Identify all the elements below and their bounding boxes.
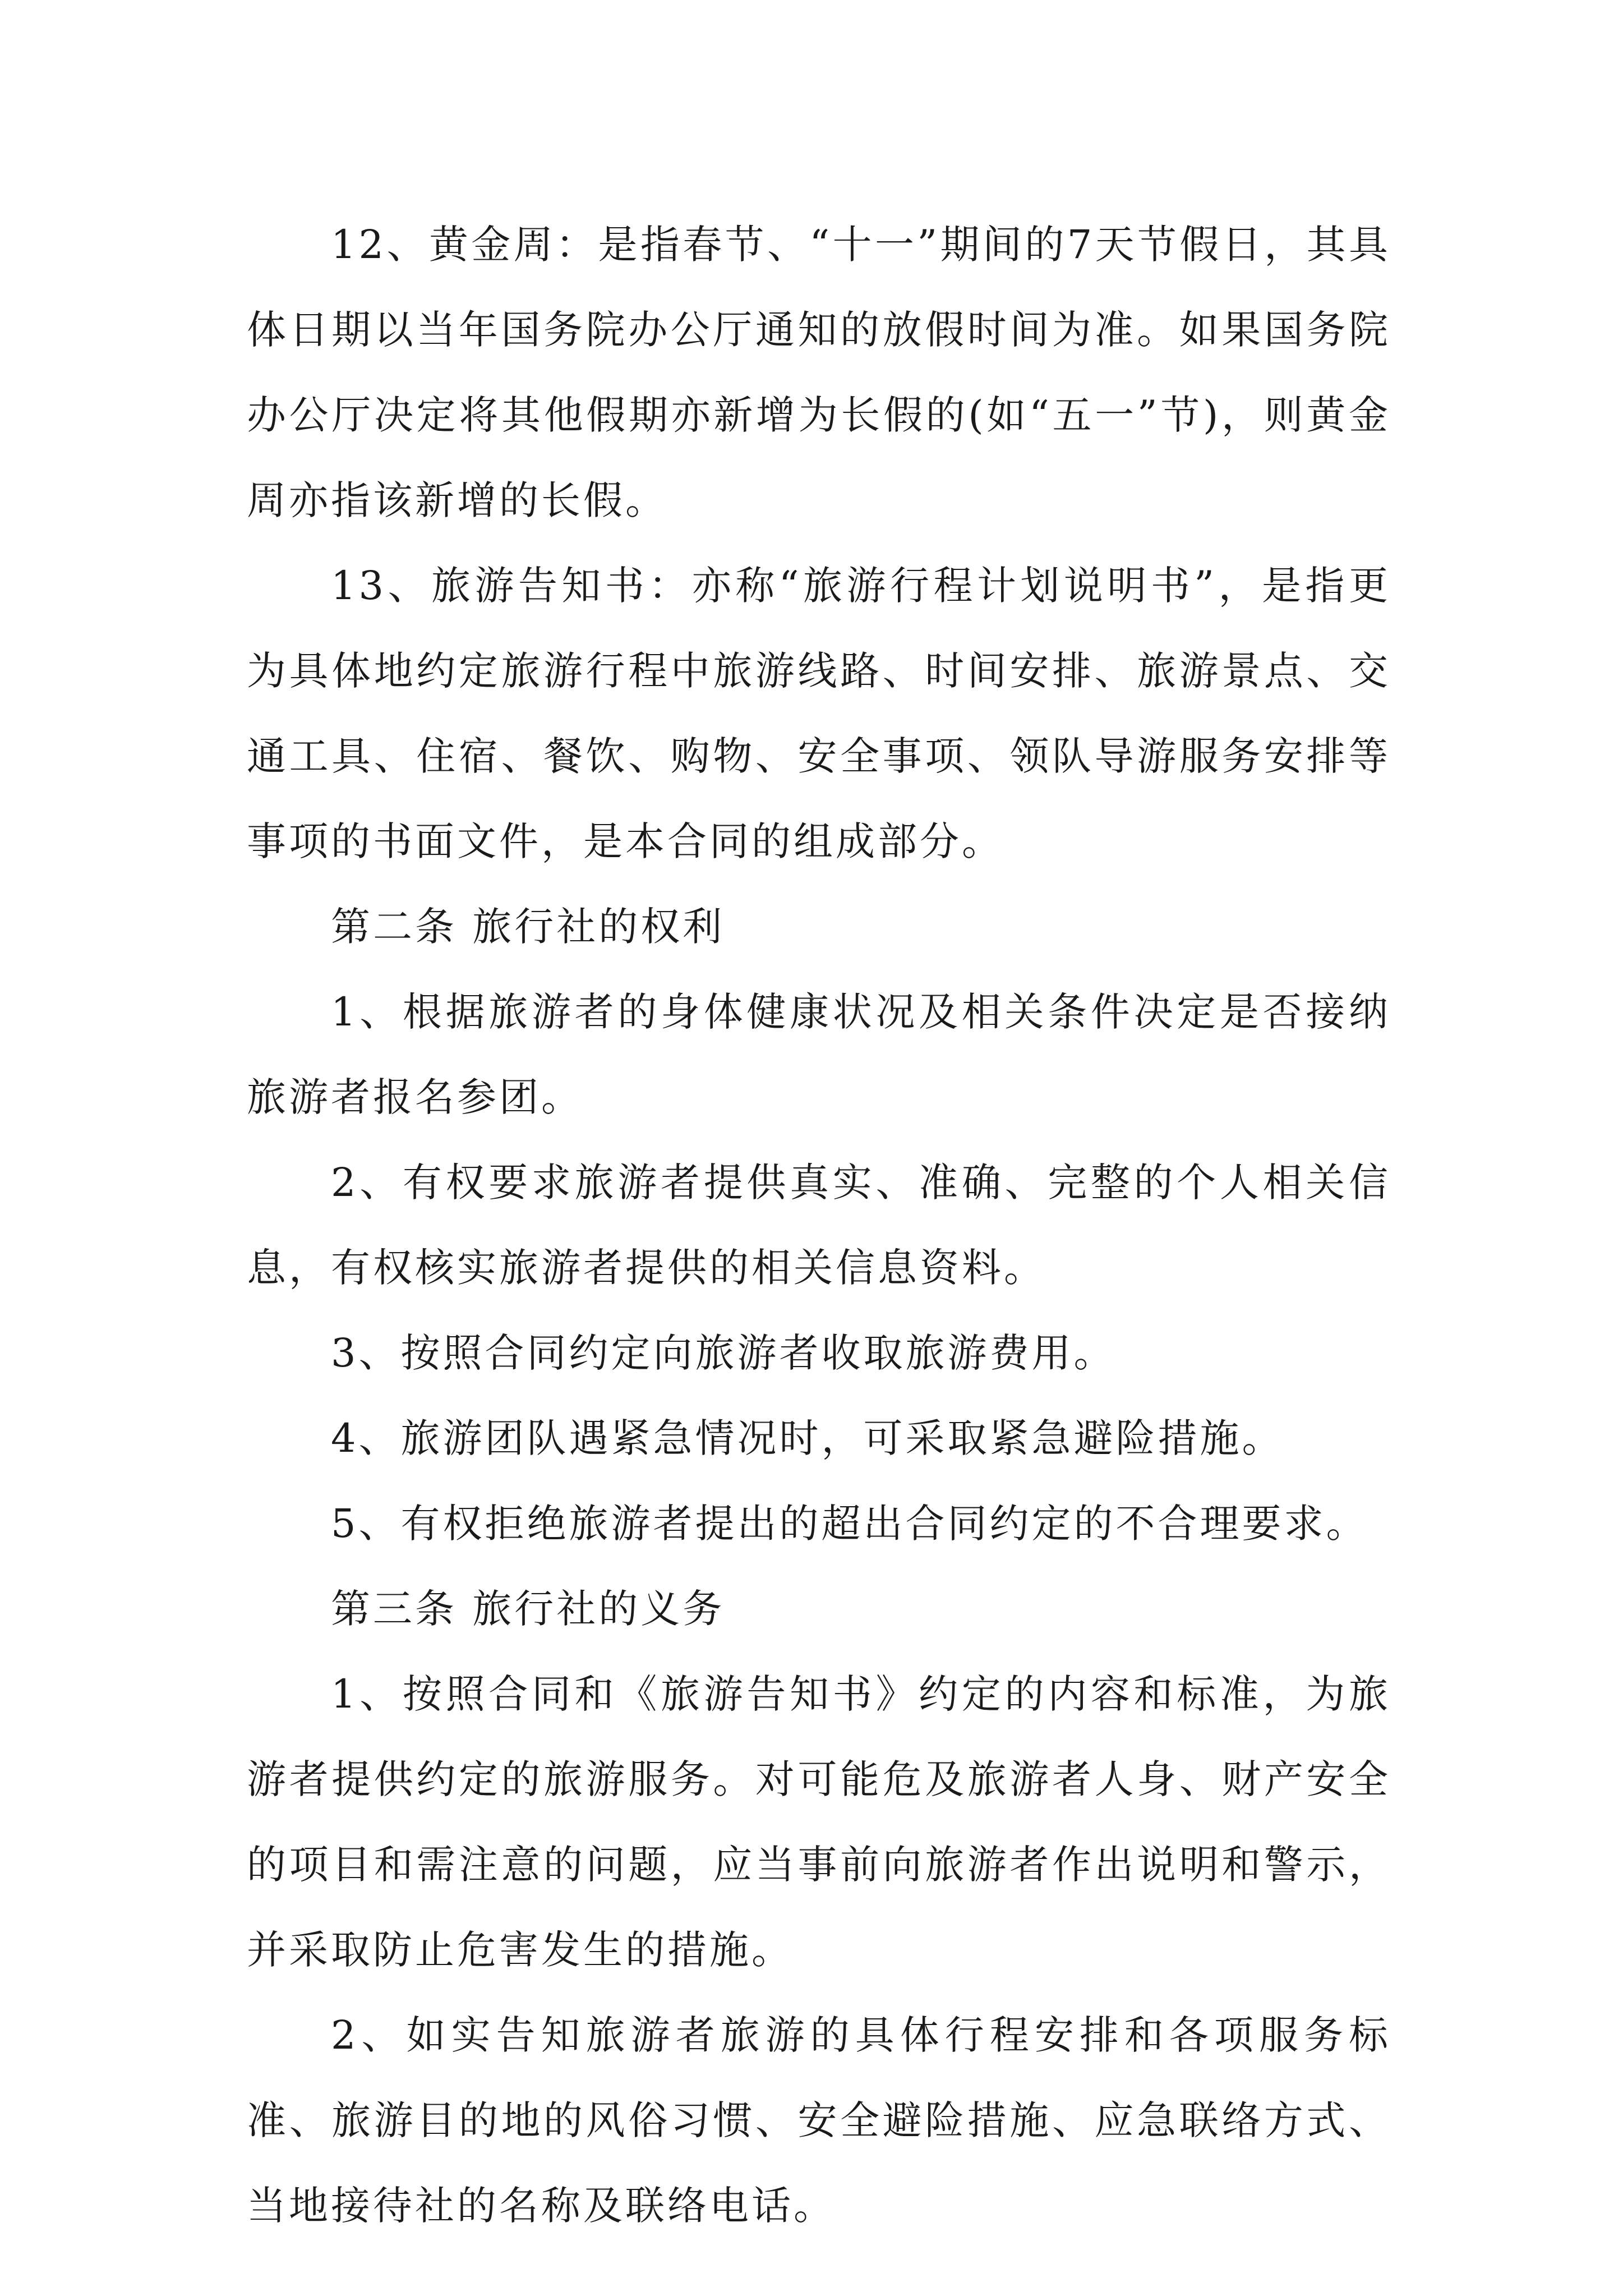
paragraph-item-13-travel-notice: 13、旅游告知书：亦称“旅游行程计划说明书”，是指更为具体地约定旅游行程中旅游线路、时间安排、旅游景点、交通工具、住宿、餐饮、购物、安全事项、领队导游服务安排等事项的书面文件，是本合同的组成部分。 [247, 563, 1391, 864]
section-heading-article-3: 第三条 旅行社的义务 [331, 1586, 725, 1632]
paragraph-item-12-golden-week: 12、黄金周：是指春节、“十一”期间的7天节假日，其具体日期以当年国务院办公厅通知的放假时间为准。如果国务院办公厅决定将其他假期亦新增为长假的(如“五一”节)，则黄金周亦指该新增的长假。 [247, 222, 1391, 523]
document-body [247, 202, 1391, 2248]
paragraph-right-3: 3、按照合同约定向旅游者收取旅游费用。 [331, 1330, 1116, 1376]
paragraph-right-1: 1、根据旅游者的身体健康状况及相关条件决定是否接纳旅游者报名参团。 [247, 989, 1391, 1120]
paragraph-duty-1: 1、按照合同和《旅游告知书》约定的内容和标准，为旅游者提供约定的旅游服务。对可能危及旅游者人身、财产安全的项目和需注意的问题，应当事前向旅游者作出说明和警示，并采取防止危害发生的措施。 [247, 1671, 1391, 1973]
section-heading-article-2: 第二条 旅行社的权利 [331, 904, 725, 950]
paragraph-right-5: 5、有权拒绝旅游者提出的超出合同约定的不合理要求。 [331, 1501, 1368, 1547]
paragraph-right-4: 4、旅游团队遇紧急情况时，可采取紧急避险措施。 [331, 1415, 1284, 1461]
paragraph-right-2: 2、有权要求旅游者提供真实、准确、完整的个人相关信息，有权核实旅游者提供的相关信息资料。 [247, 1159, 1391, 1291]
paragraph-duty-2: 2、如实告知旅游者旅游的具体行程安排和各项服务标准、旅游目的地的风俗习惯、安全避险措施、应急联络方式、当地接待社的名称及联络电话。 [247, 2012, 1391, 2229]
